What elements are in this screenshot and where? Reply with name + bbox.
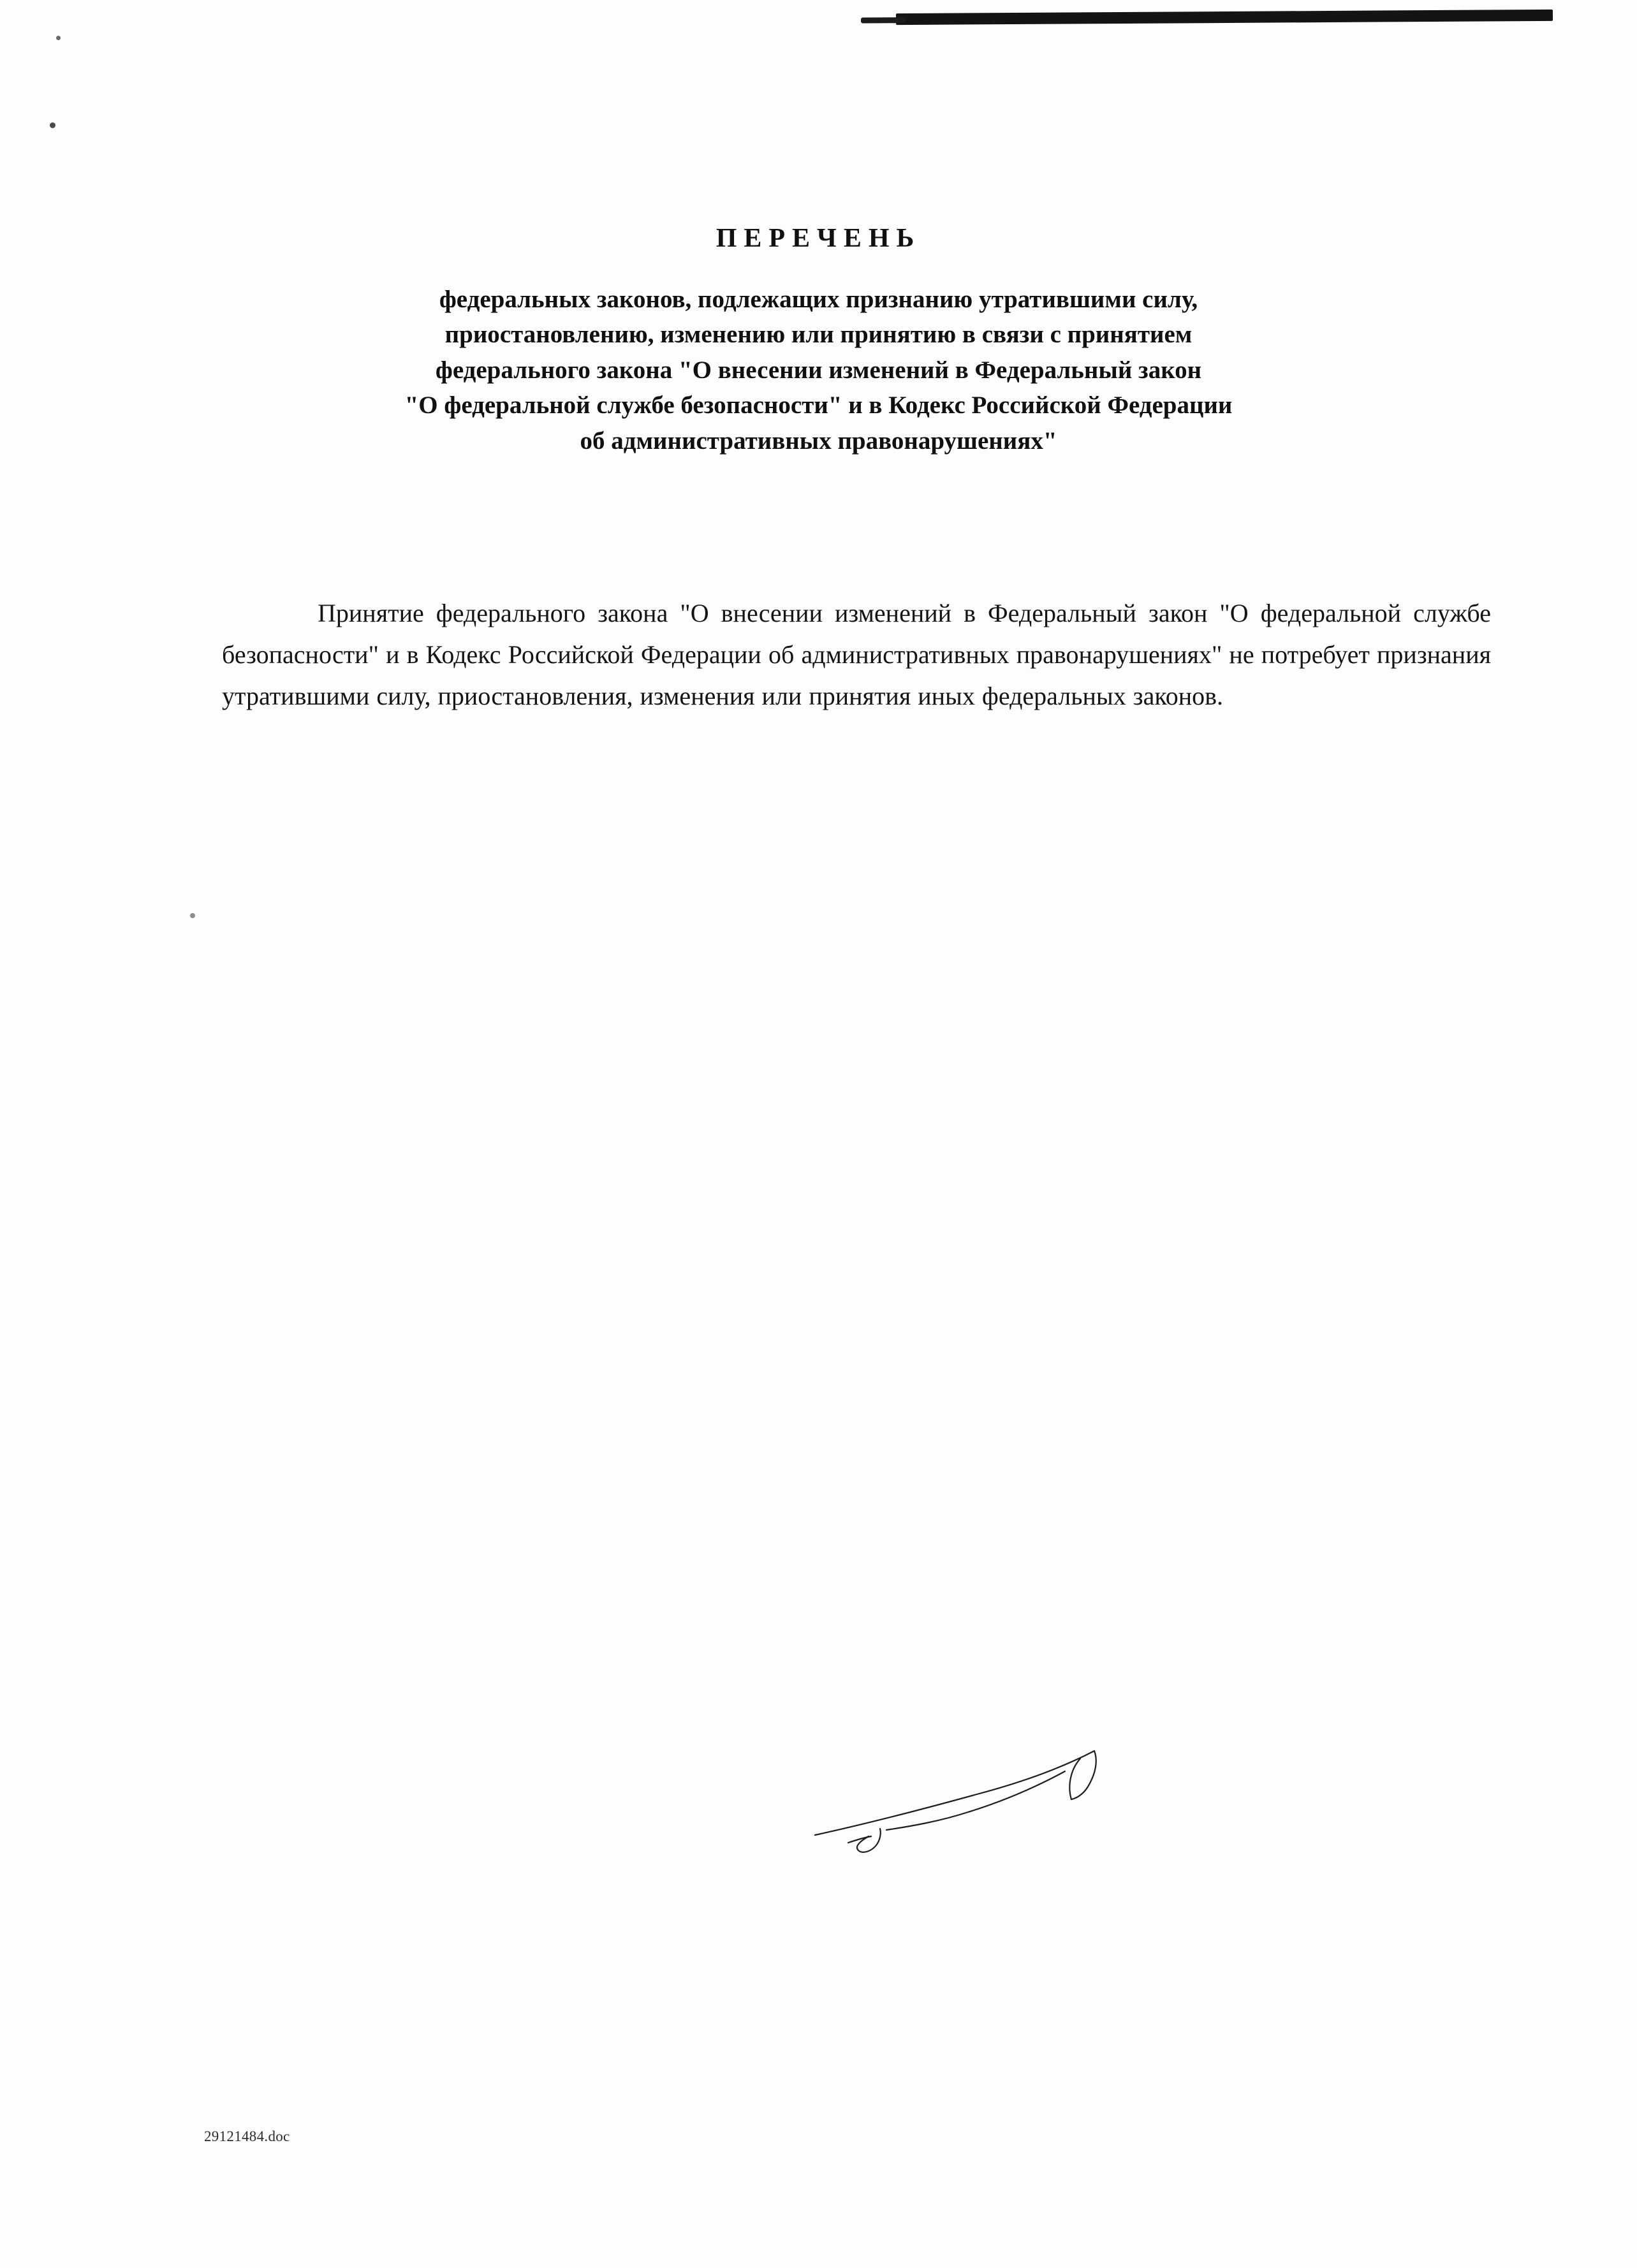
- body-paragraph: Принятие федерального закона "О внесении изменений в Федеральный закон "О федеральной службе безопасности" и в Кодекс Российской Федерации об административных правонарушениях" не потребует признания утратившими силу, приостановления, изменения или принятия иных федеральных законов.: [222, 599, 1491, 710]
- subtitle-line: приостановлению, изменению или принятию в связи с принятием: [444, 321, 1193, 349]
- scan-artifact-speck: [50, 122, 55, 128]
- subtitle-line: об административных правонарушениях": [580, 427, 1057, 455]
- page-title: ПЕРЕЧЕНЬ: [716, 224, 921, 253]
- subtitle-line: федеральных законов, подлежащих признанию утратившими силу,: [439, 286, 1198, 313]
- scan-artifact-speck: [190, 913, 195, 918]
- title-block: [0, 223, 1637, 458]
- scan-artifact-speck: [56, 36, 61, 40]
- subtitle-line: "О федеральной службе безопасности" и в Кодекс Российской Федерации: [404, 391, 1233, 420]
- signature: [810, 1728, 1167, 1862]
- footer-filename: 29121484.doc: [204, 2128, 290, 2144]
- body-block: [222, 593, 1491, 717]
- document-subtitle: [203, 282, 1434, 458]
- subtitle-line: федерального закона "О внесении изменений в Федеральный закон: [435, 356, 1202, 384]
- scan-artifact-black-bar: [896, 10, 1553, 25]
